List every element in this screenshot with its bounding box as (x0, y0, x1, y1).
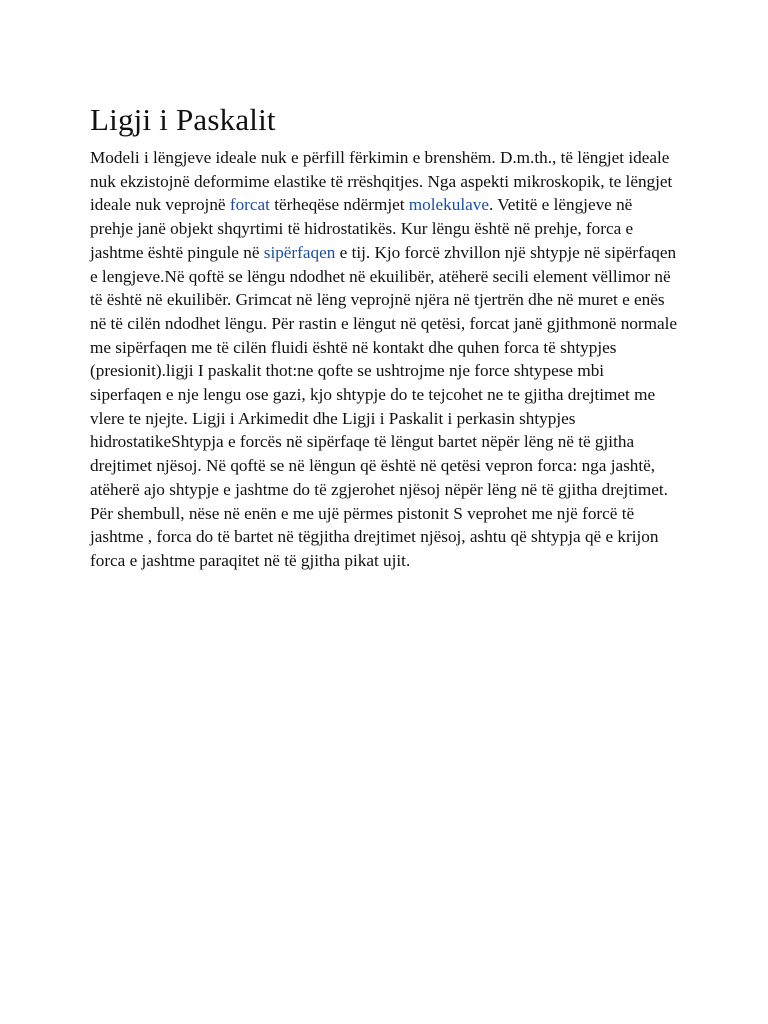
text-segment: e tij. Kjo forcë zhvillon një shtypje në sipërfaqen e lengjeve.Në qoftë se lëngu ndodhet në ekuilibër, atëherë secili element vëllimor në të është në ekuilibër. Grimcat në lëng veprojnë njëra në tjertrën dhe në muret e enës në të cilën ndodhet lëngu. Për rastin e lëngut në qetësi, forcat janë gjithmonë normale me sipërfaqen me të cilën fluidi është në kontakt dhe quhen forca të shtypjes (presionit).ligji I paskalit thot:ne qofte se ushtrojme nje force shtypese mbi siperfaqen e nje lengu ose gazi, kjo shtypje do te tejcohet ne te gjitha drejtimet me vlere te njejte. Ligji i Arkimedit dhe Ligji i Paskalit i perkasin shtypjes hidrostatikeShtypja e forcës në sipërfaqe të lëngut bartet nëpër lëng në të gjitha drejtimet njësoj. Në qoftë se në lëngun që është në qetësi vepron forca: nga jashtë, atëherë ajo shtypje e jashtme do të zgjerohet njësoj nëpër lëng në të gjitha drejtimet. Për shembull, nëse në enën e me ujë përmes pistonit S veprohet me një forcë të jashtme , forca do të bartet në tëgjitha drejtimet njësoj, ashtu që shtypja që e krijon forca e jashtme paraqitet në të gjitha pikat ujit. (90, 242, 678, 570)
text-segment: tërheqëse ndërmjet (269, 195, 409, 215)
page-title: Ligji i Paskalit (90, 102, 276, 137)
link-forcat[interactable]: forcat (229, 195, 270, 215)
link-molekulave[interactable]: molekulave (408, 195, 489, 215)
body-paragraph (90, 146, 678, 573)
text-segment: . Vetitë e lëngjeve në prehje janë objekt shqyrtimi të hidrostatikës. Kur lëngu është në prehje, forca e jashtme është pingule në (90, 195, 634, 262)
document-page (90, 100, 678, 573)
link-siperfaqen[interactable]: sipërfaqen (263, 242, 336, 262)
text-segment: Modeli i lëngjeve ideale nuk e përfill fërkimin e brenshëm. D.m.th., të lëngjet ideale nuk ekzistojnë deformime elastike të rrëshqitjes. Nga aspekti mikroskopik, te lëngjet ideale nuk veprojnë (90, 148, 673, 215)
